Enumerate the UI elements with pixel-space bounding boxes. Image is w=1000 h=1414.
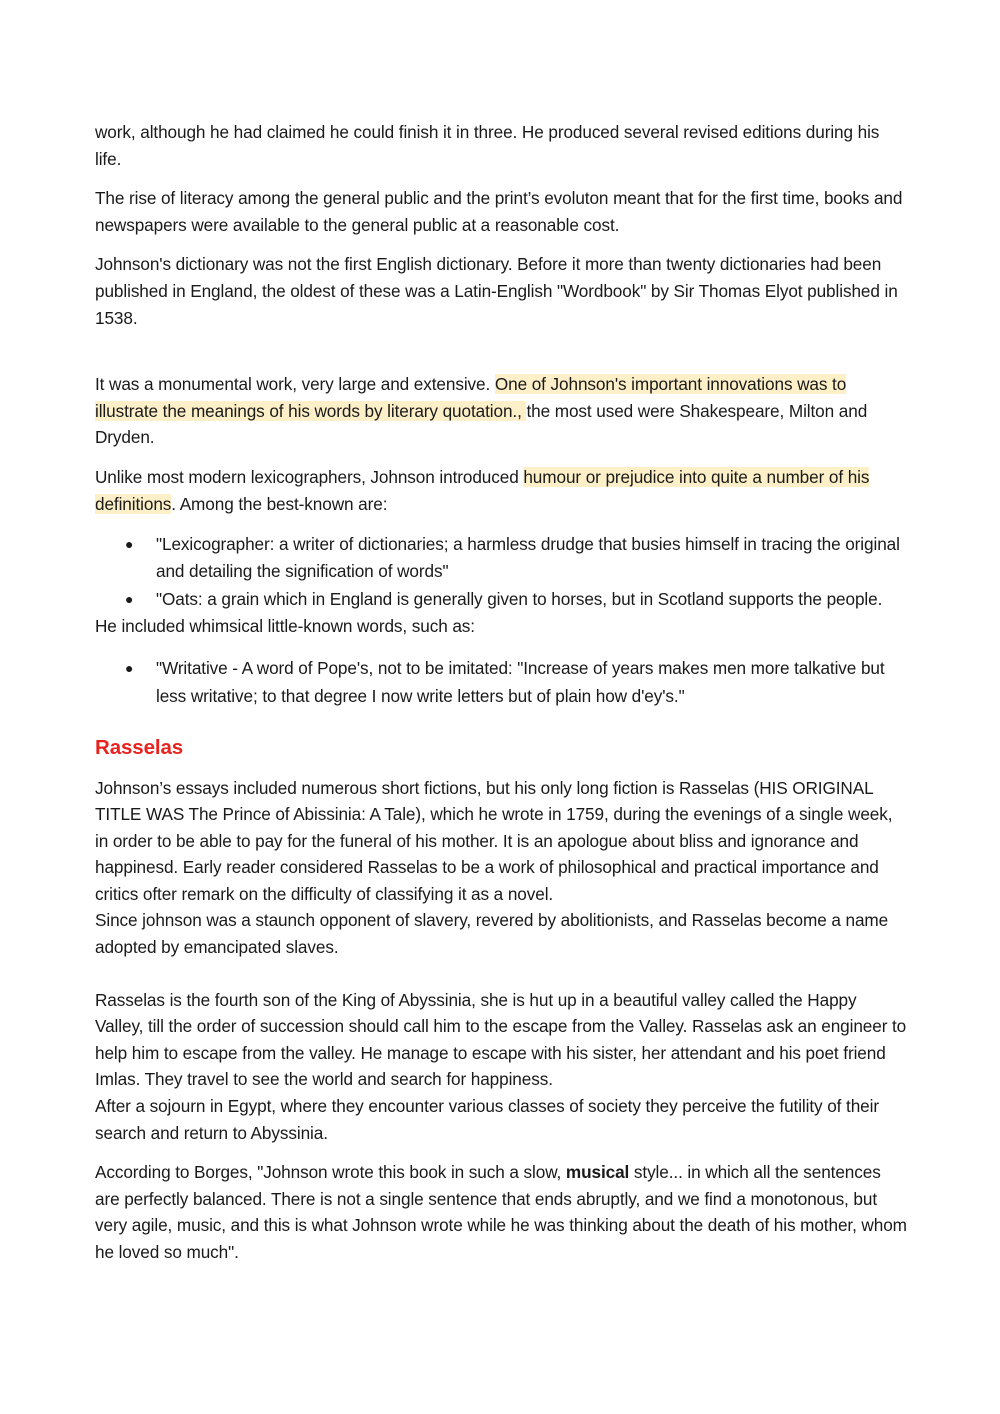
list-item <box>95 531 907 584</box>
paragraph-first-dictionary: Johnson's dictionary was not the first English dictionary. Before it more than twenty dictionaries had been published in England, the oldest of these was a Latin-English "Wordbook" by Sir Thomas Elyot published in 1538. <box>95 254 898 328</box>
bullet-icon: ● <box>125 591 134 608</box>
paragraph-dictionary-duration: work, although he had claimed he could finish it in three. He produced several revised editions during his life. <box>95 122 880 169</box>
paragraph-text: It was a monumental work, very large and extensive. <box>95 374 495 395</box>
list-item <box>95 586 907 613</box>
paragraph-text: Unlike most modern lexicographers, Johnson introduced <box>95 466 524 487</box>
paragraph-text: style... in which all the sentences are perfectly balanced. There is not a single sentence that ends abruptly, and we find a monotonous, but very agile, music, and this is what Johnson wrote while he was thinking about the death of his mother, whom he loved so much". <box>95 1162 907 1262</box>
section-heading: Rasselas <box>95 735 184 759</box>
definitions-list <box>95 531 907 613</box>
list-item-text: "Writative - A word of Pope's, not to be imitated: "Increase of years makes men more talkative but less writative; to that degree I now write letters but of plain how d'ey's." <box>156 657 885 706</box>
paragraph-rasselas-egypt: After a sojourn in Egypt, where they encounter various classes of society they perceive the futility of their search and return to Abyssinia. <box>95 1096 879 1143</box>
paragraph-rasselas-slavery: Since johnson was a staunch opponent of slavery, revered by abolitionists, and Rasselas become a name adopted by emancipated slaves. <box>95 910 889 958</box>
paragraph-text: the most used were Shakespeare, Milton and Dryden. <box>95 400 868 448</box>
paragraph-literacy: The rise of literacy among the general public and the print’s evoluton meant that for the first time, books and newspapers were available to the general public at a reasonable cost. <box>95 188 903 235</box>
paragraph-borges-quote <box>95 1159 907 1265</box>
list-item-text: "Oats: a grain which in England is generally given to horses, but in Scotland supports the people. <box>156 589 883 610</box>
blank-line <box>95 344 907 371</box>
paragraph-monumental-work <box>95 371 907 451</box>
list-item <box>95 654 907 711</box>
bold-text: musical <box>565 1162 630 1183</box>
highlighted-text: humour or prejudice into quite a number of his definitions <box>95 466 870 514</box>
list-item-text: "Lexicographer: a writer of dictionaries; a harmless drudge that busies himself in tracing the original and detailing the signification of words" <box>156 534 900 581</box>
whimsical-words-list <box>95 654 907 711</box>
paragraph-text: . Among the best-known are: <box>171 493 388 514</box>
bullet-icon: ● <box>125 536 134 553</box>
paragraph-whimsical: He included whimsical little-known words, such as: <box>95 615 475 636</box>
highlighted-text: One of Johnson's important innovations was to illustrate the meanings of his words by literary quotation., <box>95 374 847 421</box>
paragraph-humour <box>95 464 907 517</box>
bullet-icon: ● <box>125 659 134 676</box>
document-page <box>95 119 907 1279</box>
blank-line <box>95 961 907 987</box>
paragraph-text: According to Borges, "Johnson wrote this book in such a slow, <box>95 1162 566 1183</box>
paragraph-rasselas-intro: Johnson’s essays included numerous short fictions, but his only long fiction is Rasselas (HIS ORIGINAL TITLE WAS The Prince of Abissinia: A Tale), which he wrote in 1759, during the evenings of a single week, in order to be able to pay for the funeral of his mother. It is an apologue about bliss and ignorance and happinesd. Early reader considered Rasselas to be a work of philosophical and practical importance and critics ofter remark on the difficulty of classifying it as a novel. <box>95 777 893 904</box>
paragraph-rasselas-plot: Rasselas is the fourth son of the King of Abyssinia, she is hut up in a beautiful valley called the Happy Valley, till the order of succession should call him to the escape from the Valley. Rasselas ask an engineer to help him to escape from the valley. He manage to escape with his sister, her attendant and his poet friend Imlas. They travel to see the world and search for happiness. <box>95 989 907 1090</box>
